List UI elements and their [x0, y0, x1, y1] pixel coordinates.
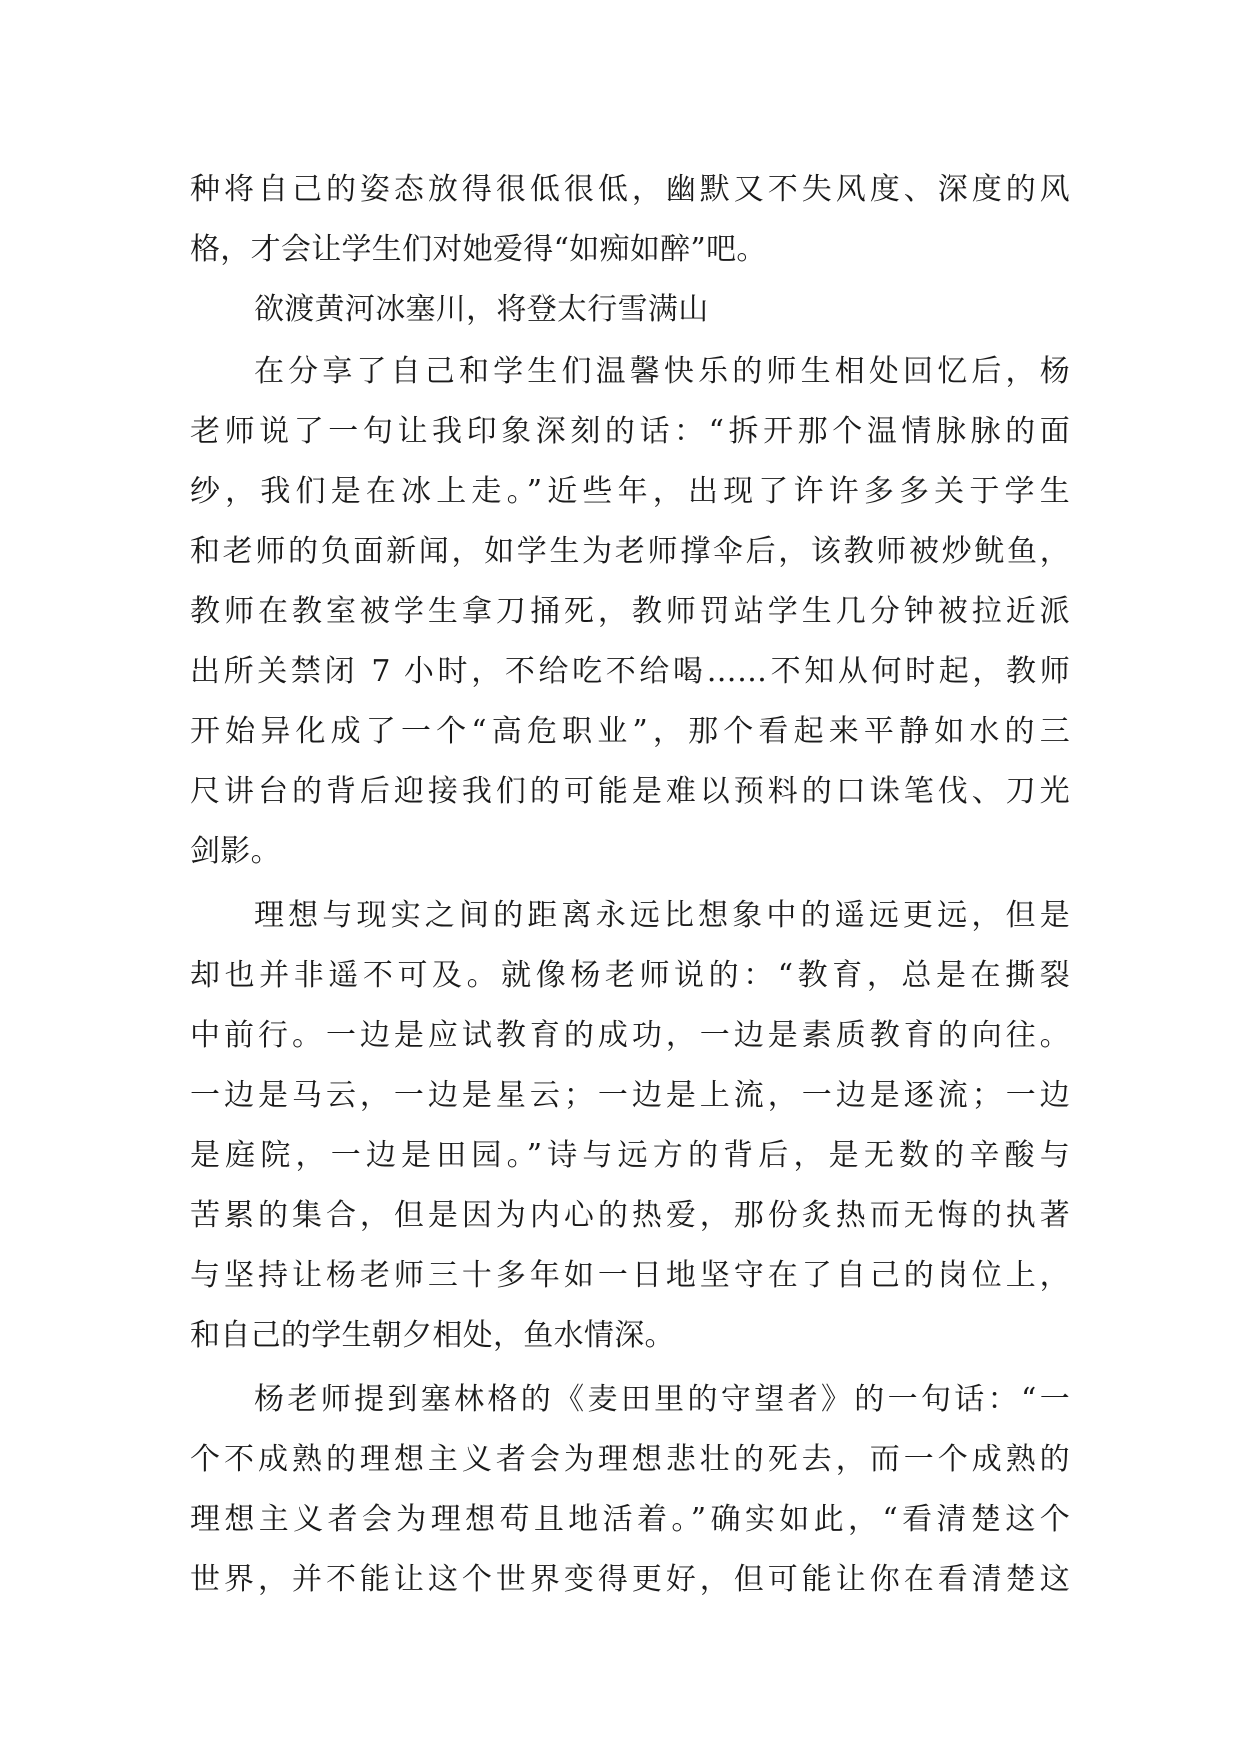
text-line: 杨老师提到塞林格的《麦田里的守望者》的一句话：“一: [254, 1382, 1070, 1417]
text-line: 教师在教室被学生拿刀捅死，教师罚站学生几分钟被拉近派: [190, 594, 1070, 629]
text-line: 剑影。: [190, 834, 281, 869]
text-line: 世界，并不能让这个世界变得更好，但可能让你在看清楚这: [190, 1562, 1070, 1597]
text-line: 中前行。一边是应试教育的成功，一边是素质教育的向往。: [190, 1018, 1070, 1053]
text-line: 个不成熟的理想主义者会为理想悲壮的死去，而一个成熟的: [190, 1442, 1070, 1477]
text-line: 和自己的学生朝夕相处，鱼水情深。: [190, 1318, 675, 1353]
text-line: 一边是马云，一边是星云；一边是上流，一边是逐流；一边: [190, 1078, 1070, 1113]
text-line: 出所关禁闭 7 小时，不给吃不给喝……不知从何时起，教师: [190, 654, 1070, 689]
text-line: 尺讲台的背后迎接我们的可能是难以预料的口诛笔伐、刀光: [190, 774, 1070, 809]
text-line: 苦累的集合，但是因为内心的热爱，那份炙热而无悔的执著: [190, 1198, 1070, 1233]
text-line: 理想与现实之间的距离永远比想象中的遥远更远，但是: [254, 898, 1070, 933]
text-line: 与坚持让杨老师三十多年如一日地坚守在了自己的岗位上，: [190, 1258, 1070, 1293]
text-line: 和老师的负面新闻，如学生为老师撑伞后，该教师被炒鱿鱼，: [190, 534, 1070, 569]
text-line: 纱，我们是在冰上走。”近些年，出现了许许多多关于学生: [190, 474, 1070, 509]
text-line: 却也并非遥不可及。就像杨老师说的：“教育，总是在撕裂: [190, 958, 1070, 993]
text-line: 格，才会让学生们对她爱得“如痴如醉”吧。: [190, 232, 767, 267]
section-heading: 欲渡黄河冰塞川，将登太行雪满山: [254, 292, 709, 327]
text-line: 理想主义者会为理想苟且地活着。”确实如此，“看清楚这个: [190, 1502, 1070, 1537]
text-line: 开始异化成了一个“高危职业”，那个看起来平静如水的三: [190, 714, 1070, 749]
text-line: 种将自己的姿态放得很低很低，幽默又不失风度、深度的风: [190, 172, 1070, 207]
text-line: 在分享了自己和学生们温馨快乐的师生相处回忆后，杨: [254, 354, 1070, 389]
text-line: 老师说了一句让我印象深刻的话：“拆开那个温情脉脉的面: [190, 414, 1070, 449]
text-line: 是庭院，一边是田园。”诗与远方的背后，是无数的辛酸与: [190, 1138, 1070, 1173]
